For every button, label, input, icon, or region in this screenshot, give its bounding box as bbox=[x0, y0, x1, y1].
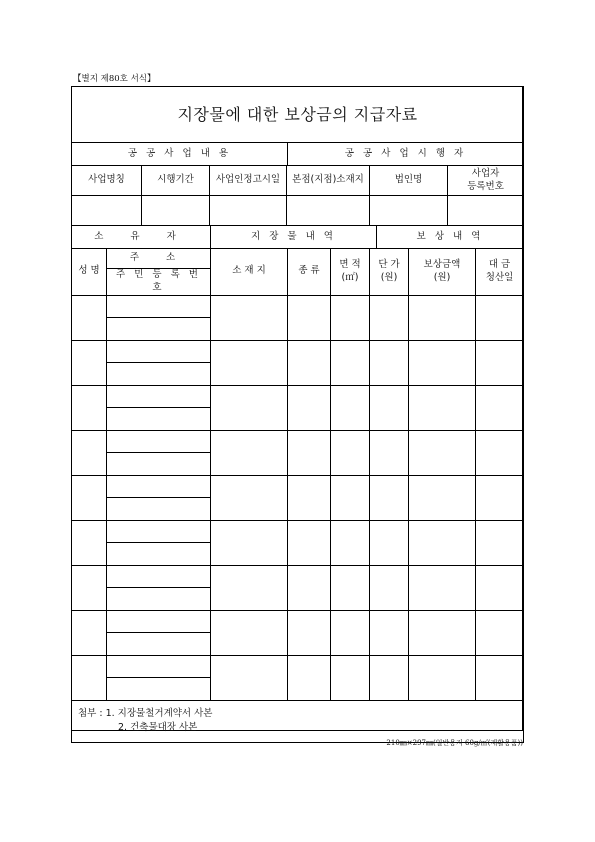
obstacle-location-header: 소 재 지 bbox=[211, 249, 288, 296]
owner-address-cell[interactable] bbox=[107, 610, 211, 632]
owner-resident-number-cell[interactable] bbox=[107, 452, 211, 475]
payment-date-cell[interactable] bbox=[476, 385, 524, 430]
compensation-amount-cell[interactable] bbox=[409, 475, 476, 520]
obstacle-location-cell[interactable] bbox=[211, 475, 288, 520]
owner-name-cell[interactable] bbox=[72, 295, 107, 340]
payment-date-cell[interactable] bbox=[476, 340, 524, 385]
table-row bbox=[72, 385, 524, 407]
compensation-amount-cell[interactable] bbox=[409, 340, 476, 385]
public-project-operator-header: 공 공 사 업 시 행 자 bbox=[288, 143, 524, 166]
obstacle-type-cell[interactable] bbox=[288, 475, 331, 520]
table-row bbox=[72, 430, 524, 452]
owner-address-cell[interactable] bbox=[107, 385, 211, 407]
payment-date-cell[interactable] bbox=[476, 430, 524, 475]
unit-price-cell[interactable] bbox=[370, 430, 409, 475]
owner-name-cell[interactable] bbox=[72, 340, 107, 385]
corp-name-cell[interactable] bbox=[370, 196, 448, 226]
owner-name-cell[interactable] bbox=[72, 655, 107, 700]
obstacle-type-cell[interactable] bbox=[288, 385, 331, 430]
project-name-cell[interactable] bbox=[72, 196, 142, 226]
amount-header-line1: 보상금액 bbox=[423, 259, 461, 270]
unit-price-cell[interactable] bbox=[370, 295, 409, 340]
owner-resident-number-header: 주 민 등 록 번 호 bbox=[107, 269, 211, 296]
unit-price-cell[interactable] bbox=[370, 565, 409, 610]
unit-price-cell[interactable] bbox=[370, 385, 409, 430]
owner-name-cell[interactable] bbox=[72, 610, 107, 655]
owner-name-cell[interactable] bbox=[72, 430, 107, 475]
project-notice-date-header: 사업인정고시일 bbox=[210, 166, 287, 196]
owner-name-header: 성 명 bbox=[72, 249, 107, 296]
project-notice-date-cell[interactable] bbox=[210, 196, 287, 226]
obstacle-type-cell[interactable] bbox=[288, 610, 331, 655]
table-row bbox=[72, 520, 524, 542]
owner-name-cell[interactable] bbox=[72, 520, 107, 565]
obstacle-location-cell[interactable] bbox=[211, 655, 288, 700]
obstacle-location-cell[interactable] bbox=[211, 430, 288, 475]
owner-resident-number-cell[interactable] bbox=[107, 677, 211, 700]
obstacle-area-cell[interactable] bbox=[331, 565, 370, 610]
compensation-amount-cell[interactable] bbox=[409, 430, 476, 475]
obstacle-area-cell[interactable] bbox=[331, 295, 370, 340]
form-label: 【별지 제80호 서식】 bbox=[73, 74, 156, 84]
compensation-amount-header bbox=[409, 249, 476, 296]
business-reg-header-line1: 사업자 bbox=[471, 167, 500, 179]
obstacle-location-cell[interactable] bbox=[211, 385, 288, 430]
attachment-line-1: 첨부 : 1. 지장물철거계약서 사본 bbox=[78, 707, 213, 719]
owner-resident-number-cell[interactable] bbox=[107, 632, 211, 655]
obstacle-area-cell[interactable] bbox=[331, 610, 370, 655]
compensation-amount-cell[interactable] bbox=[409, 295, 476, 340]
area-header-line2: (㎡) bbox=[341, 271, 359, 283]
payment-date-cell[interactable] bbox=[476, 475, 524, 520]
unit-price-header-line1: 단 가 bbox=[378, 259, 400, 270]
table-row bbox=[72, 340, 524, 362]
area-header-line1: 면 적 bbox=[339, 259, 361, 270]
compensation-amount-cell[interactable] bbox=[409, 565, 476, 610]
project-name-header: 사업명칭 bbox=[72, 166, 142, 196]
payment-date-header-line2: 청산일 bbox=[485, 271, 514, 283]
payment-date-cell[interactable] bbox=[476, 655, 524, 700]
owner-address-header: 주 소 bbox=[107, 249, 211, 269]
paper-size-footnote: 210㎜×297㎜(일반용지 60g/㎡(재활용품)) bbox=[386, 739, 523, 747]
compensation-amount-cell[interactable] bbox=[409, 610, 476, 655]
obstacle-type-cell[interactable] bbox=[288, 295, 331, 340]
payment-date-cell[interactable] bbox=[476, 565, 524, 610]
owner-address-cell[interactable] bbox=[107, 520, 211, 542]
corp-name-header: 법인명 bbox=[370, 166, 448, 196]
business-reg-header-line2: 등록번호 bbox=[467, 180, 504, 192]
compensation-amount-cell[interactable] bbox=[409, 655, 476, 700]
obstacle-area-cell[interactable] bbox=[331, 430, 370, 475]
owner-name-cell[interactable] bbox=[72, 565, 107, 610]
unit-price-header-line2: (원) bbox=[380, 271, 398, 283]
obstacle-area-cell[interactable] bbox=[331, 655, 370, 700]
table-row bbox=[72, 565, 524, 587]
obstacle-area-header bbox=[331, 249, 370, 296]
public-project-content-header: 공 공 사 업 내 용 bbox=[72, 143, 288, 166]
owner-header: 소 유 자 bbox=[72, 226, 211, 249]
owner-resident-number-cell[interactable] bbox=[107, 587, 211, 610]
obstacle-area-cell[interactable] bbox=[331, 475, 370, 520]
project-period-header: 시행기간 bbox=[142, 166, 210, 196]
compensation-form-table bbox=[71, 86, 524, 743]
obstacle-area-cell[interactable] bbox=[331, 385, 370, 430]
owner-address-cell[interactable] bbox=[107, 655, 211, 677]
compensation-header: 보 상 내 역 bbox=[377, 226, 524, 249]
owner-name-cell[interactable] bbox=[72, 385, 107, 430]
obstacle-location-cell[interactable] bbox=[211, 520, 288, 565]
owner-resident-number-cell[interactable] bbox=[107, 497, 211, 520]
payment-date-header-line1: 대 금 bbox=[488, 259, 511, 270]
obstacle-location-cell[interactable] bbox=[211, 565, 288, 610]
entry-rows bbox=[72, 295, 524, 700]
hq-location-cell[interactable] bbox=[287, 196, 370, 226]
table-row bbox=[72, 655, 524, 677]
payment-date-cell[interactable] bbox=[476, 610, 524, 655]
unit-price-cell[interactable] bbox=[370, 655, 409, 700]
owner-resident-number-cell[interactable] bbox=[107, 407, 211, 430]
business-reg-header bbox=[448, 166, 524, 196]
unit-price-cell[interactable] bbox=[370, 520, 409, 565]
obstacle-location-cell[interactable] bbox=[211, 340, 288, 385]
table-row bbox=[72, 295, 524, 317]
obstacle-type-cell[interactable] bbox=[288, 430, 331, 475]
obstacle-type-cell[interactable] bbox=[288, 565, 331, 610]
owner-resident-number-cell[interactable] bbox=[107, 362, 211, 385]
unit-price-header bbox=[370, 249, 409, 296]
obstacle-type-cell[interactable] bbox=[288, 340, 331, 385]
owner-resident-number-cell[interactable] bbox=[107, 542, 211, 565]
compensation-amount-cell[interactable] bbox=[409, 385, 476, 430]
obstacle-area-cell[interactable] bbox=[331, 340, 370, 385]
payment-date-cell[interactable] bbox=[476, 520, 524, 565]
unit-price-cell[interactable] bbox=[370, 340, 409, 385]
obstacle-type-cell[interactable] bbox=[288, 520, 331, 565]
table-row bbox=[72, 475, 524, 497]
unit-price-cell[interactable] bbox=[370, 610, 409, 655]
obstacle-type-header: 종 류 bbox=[288, 249, 331, 296]
owner-address-cell[interactable] bbox=[107, 430, 211, 452]
obstacle-location-cell[interactable] bbox=[211, 295, 288, 340]
form-title: 지장물에 대한 보상금의 지급자료 bbox=[72, 87, 524, 143]
attachments bbox=[72, 700, 524, 742]
payment-date-cell[interactable] bbox=[476, 295, 524, 340]
payment-date-header bbox=[476, 249, 524, 296]
owner-address-cell[interactable] bbox=[107, 295, 211, 317]
unit-price-cell[interactable] bbox=[370, 475, 409, 520]
obstacle-area-cell[interactable] bbox=[331, 520, 370, 565]
owner-address-cell[interactable] bbox=[107, 475, 211, 497]
owner-address-cell[interactable] bbox=[107, 565, 211, 587]
project-period-cell[interactable] bbox=[142, 196, 210, 226]
owner-address-cell[interactable] bbox=[107, 340, 211, 362]
amount-header-line2: (원) bbox=[433, 271, 451, 283]
hq-location-header: 본점(지점)소재지 bbox=[287, 166, 370, 196]
owner-resident-number-cell[interactable] bbox=[107, 317, 211, 340]
obstacle-location-cell[interactable] bbox=[211, 610, 288, 655]
obstacle-header: 지 장 물 내 역 bbox=[211, 226, 377, 249]
business-reg-cell[interactable] bbox=[448, 196, 524, 226]
attachment-line-2: 2. 건축물대장 사본 bbox=[118, 722, 198, 734]
compensation-amount-cell[interactable] bbox=[409, 520, 476, 565]
owner-name-cell[interactable] bbox=[72, 475, 107, 520]
obstacle-type-cell[interactable] bbox=[288, 655, 331, 700]
table-row bbox=[72, 610, 524, 632]
